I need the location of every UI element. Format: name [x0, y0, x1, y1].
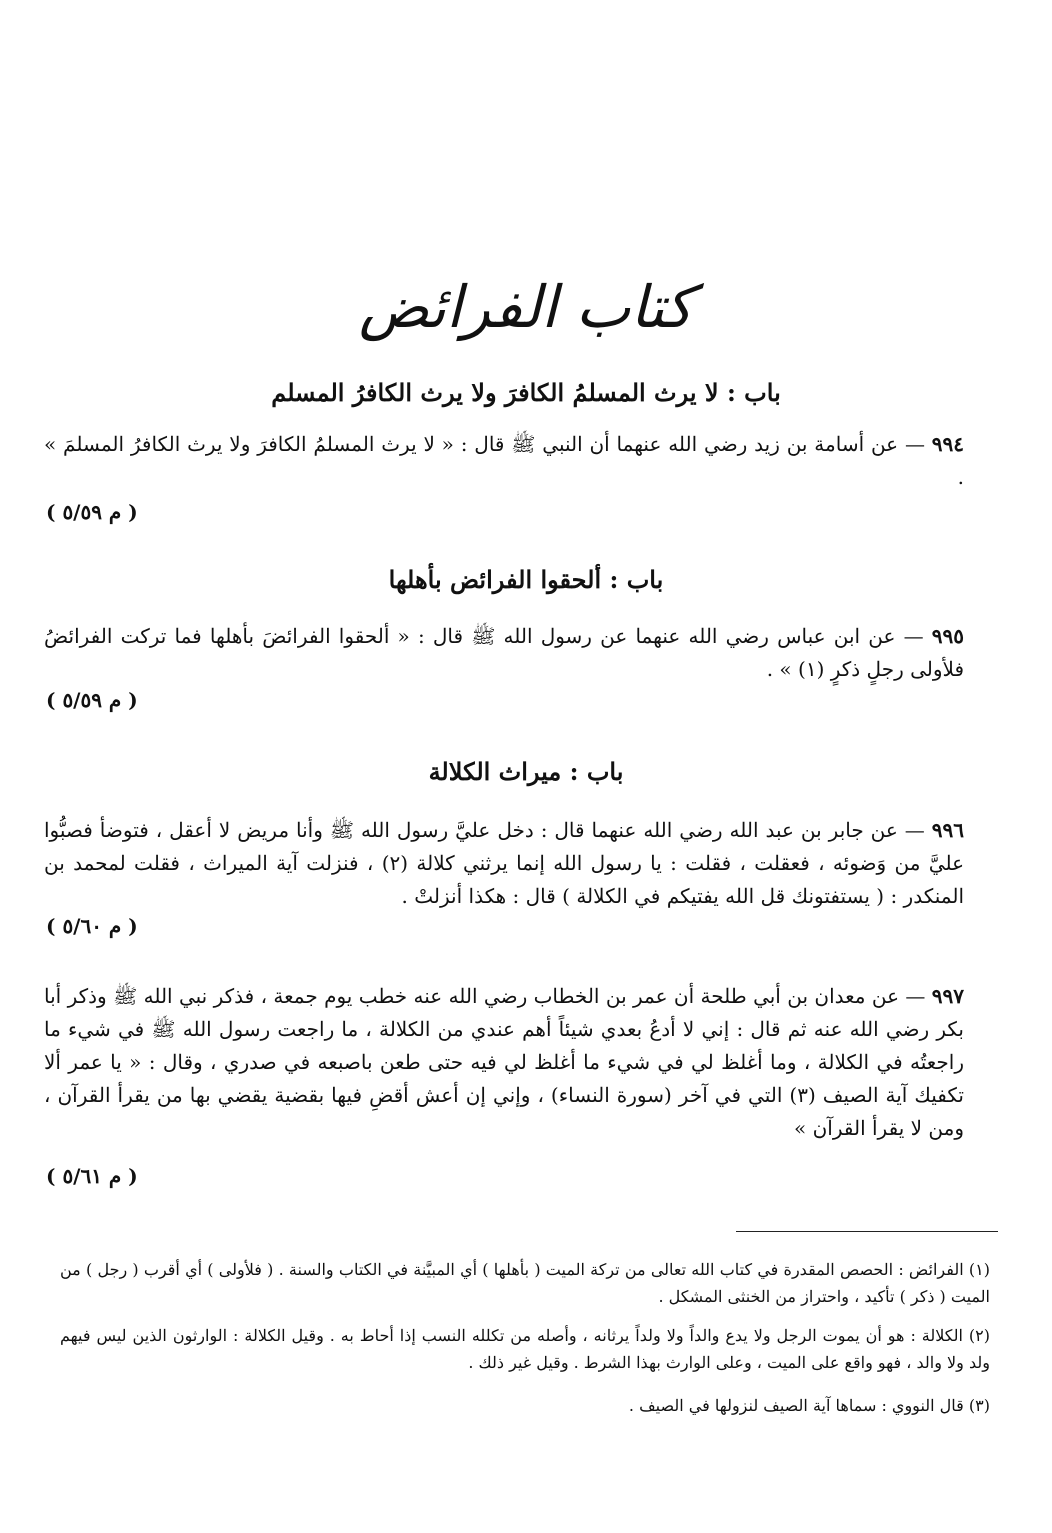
hadith-994	[44, 428, 964, 494]
hadith-text: — عن ابن عباس رضي الله عنهما عن رسول الله ﷺ قال : « ألحقوا الفرائضَ بأهلها فما تركت الفرائضُ فلأولى رجلٍ ذكرٍ (١) » .	[44, 624, 964, 681]
footnote-2: (٢) الكلالة : هو أن يموت الرجل ولا يدع والداً ولا ولداً يرثانه ، وأصله من تكلله النسب إذا أحاط به . وقيل الكلالة : الوارثون الذين ليس فيهم ولد ولا والد ، فهو واقع على الميت ، وعلى الوارث بهذا الشرط . وقيل غير ذلك .	[60, 1326, 991, 1372]
chapter-heading-2: باب : ألحقوا الفرائض بأهلها	[388, 565, 664, 594]
hadith-text: — عن معدان بن أبي طلحة أن عمر بن الخطاب رضي الله عنه خطب يوم جمعة ، فذكر نبي الله ﷺ وذكر أبا بكر رضي الله عنه ثم قال : إني لا أدعُ بعدي شيئاً أهم عندي من الكلالة ، ما راجعت رسول الله ﷺ في شيء ما راجعتُه في الكلالة ، وما أغلظ لي في شيء ما أغلظ لي فيه حتى طعن باصبعه في صدري ، وقال : « يا عمر ألا تكفيك آية الصيف (٣) التي في آخر (سورة النساء) ، وإني إن أعش أقضِ فيها بقضية يقضي بها من يقرأ القرآن ، ومن لا يقرأ القرآن »	[44, 984, 964, 1140]
hadith-reference: ( م ٥/٥٩ )	[46, 688, 138, 712]
hadith-number: ٩٩٥	[931, 624, 964, 648]
footnote-3: (٣) قال النووي : سماها آية الصيف لنزولها في الصيف .	[628, 1396, 990, 1415]
chapter-heading-1: باب : لا يرث المسلمُ الكافرَ ولا يرث الكافرُ المسلم	[271, 378, 781, 407]
hadith-text: — عن جابر بن عبد الله رضي الله عنهما قال : دخل عليَّ رسول الله ﷺ وأنا مريض لا أعقل ، فتوضأ فصبُّوا عليَّ من وَضوئه ، فعقلت ، فقلت : يا رسول الله إنما يرثني كلالة (٢) ، فنزلت آية الميراث ، فقلت لمحمد بن المنكدر : ( يستفتونك قل الله يفتيكم في الكلالة ) قال : هكذا أنزلتْ .	[44, 818, 964, 908]
hadith-number: ٩٩٧	[931, 984, 965, 1008]
hadith-number: ٩٩٤	[931, 432, 965, 456]
hadith-reference: ( م ٥/٦١ )	[46, 1164, 138, 1188]
hadith-number: ٩٩٦	[931, 818, 965, 842]
book-title: كتاب الفرائض	[358, 273, 694, 341]
hadith-reference: ( م ٥/٥٩ )	[46, 500, 138, 524]
hadith-reference: ( م ٥/٦٠ )	[46, 914, 138, 938]
hadith-996	[44, 814, 964, 913]
footnote-1: (١) الفرائض : الحصص المقدرة في كتاب الله تعالى من تركة الميت ( بأهلها ) أي المبيَّنة في الكتاب والسنة . ( فلأولى ) أي أقرب ( رجل ) من الميت ( ذكر ) تأكيد ، واحتراز من الخنثى المشكل .	[60, 1260, 990, 1306]
hadith-997	[44, 980, 964, 1145]
hadith-text: — عن أسامة بن زيد رضي الله عنهما أن النبي ﷺ قال : « لا يرث المسلمُ الكافرَ ولا يرث الكافرُ المسلمَ » .	[44, 432, 964, 489]
hadith-995	[44, 620, 964, 686]
footnote-divider	[736, 1231, 998, 1232]
chapter-heading-3: باب : ميراث الكلالة	[428, 757, 624, 786]
